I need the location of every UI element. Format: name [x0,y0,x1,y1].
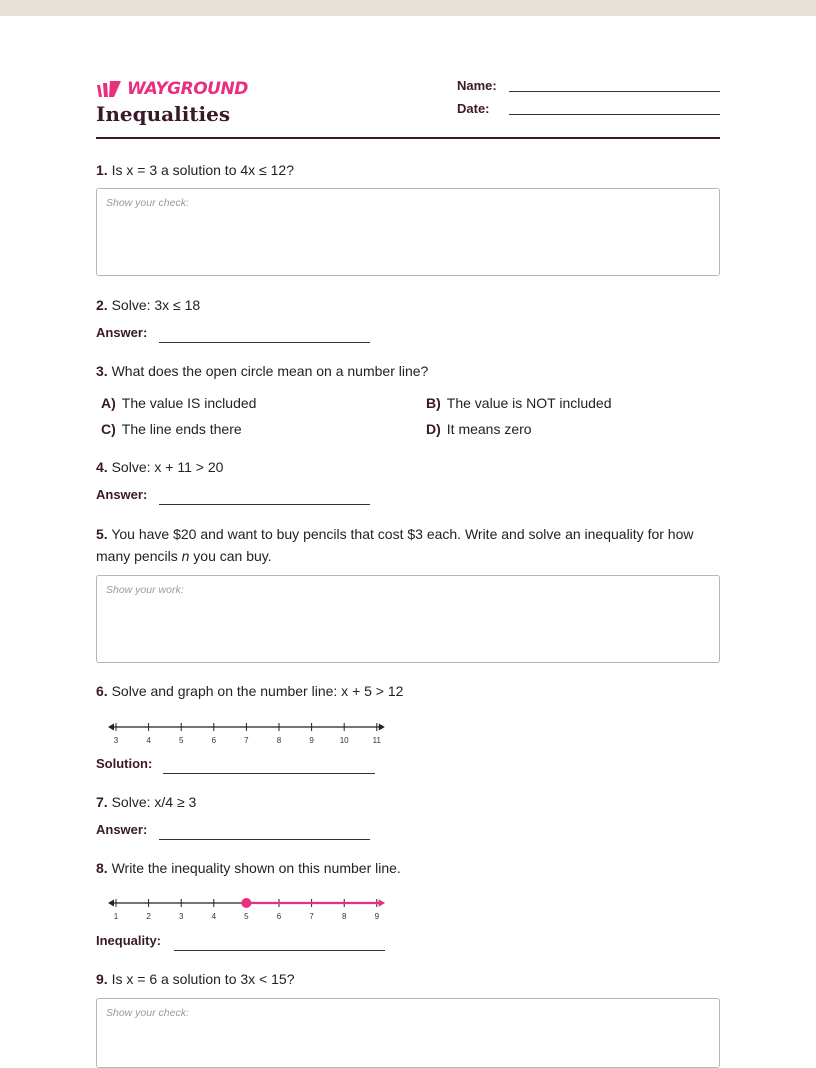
question-text: Is x = 3 a solution to 4x ≤ 12? [111,162,294,178]
inequality-field[interactable] [174,950,385,951]
option-letter: D) [426,421,441,437]
answer-label: Answer: [96,487,148,502]
option-text: The value IS included [121,395,257,411]
question-number: 3. [96,363,108,379]
question-text: Solve: 3x ≤ 18 [111,297,201,313]
answer-field[interactable] [159,342,370,343]
tick-label: 4 [211,912,217,921]
tick-label: 9 [374,912,380,921]
question-8 [96,857,401,879]
question-7 [96,791,196,813]
date-field[interactable] [509,114,720,115]
option-letter: A) [101,395,116,411]
tick-label: 5 [244,912,249,921]
option-text: The value is NOT included [446,395,612,411]
tick-label: 10 [339,736,349,745]
name-label: Name: [457,78,497,93]
question-text: Is x = 6 a solution to 3x < 15? [111,971,295,987]
question-2 [96,294,200,316]
brand-name: WAYGROUND [127,79,248,99]
tick-label: 9 [309,736,314,745]
top-bar [0,0,816,16]
question-6 [96,680,403,702]
variable-n: n [181,548,190,564]
box-placeholder: Show your work: [106,584,184,596]
question-number: 8. [96,860,108,876]
work-box[interactable] [96,998,720,1068]
question-number: 7. [96,794,108,810]
question-3 [96,360,428,382]
answer-field[interactable] [159,839,370,840]
brand-logo [96,78,248,100]
question-5 [96,523,726,567]
left-arrow-icon [108,900,114,907]
number-line [106,894,390,924]
tick-label: 3 [178,912,184,921]
left-arrow-icon [108,724,114,731]
question-number: 5. [96,526,108,542]
option-letter: B) [426,395,441,411]
wayground-logo-icon [96,80,122,98]
tick-label: 1 [113,912,119,921]
tick-label: 8 [341,912,347,921]
option-text: It means zero [446,421,532,437]
tick-label: 7 [244,736,249,745]
box-placeholder: Show your check: [106,1007,189,1019]
option-a[interactable] [101,395,256,411]
answer-label: Answer: [96,822,148,837]
inequality-label: Inequality: [96,933,162,948]
question-number: 6. [96,683,108,699]
question-number: 1. [96,162,108,178]
question-text: Solve: x/4 ≥ 3 [111,794,197,810]
name-field[interactable] [509,91,720,92]
tick-label: 7 [309,912,314,921]
question-9 [96,968,294,990]
question-number: 9. [96,971,108,987]
question-text: Solve and graph on the number line: x + 5 > 12 [111,683,404,699]
solution-label: Solution: [96,756,153,771]
number-line[interactable] [106,718,390,748]
right-arrow-icon [379,724,385,731]
question-text-cont: many pencils [96,548,182,564]
date-label: Date: [457,101,490,116]
answer-field[interactable] [159,504,370,505]
answer-label: Answer: [96,325,148,340]
tick-label: 6 [276,912,282,921]
question-text: What does the open circle mean on a number line? [111,363,429,379]
header-divider [96,137,720,139]
question-text: Solve: x + 11 > 20 [111,459,224,475]
question-number: 4. [96,459,108,475]
shaded-arrow-icon [379,900,385,907]
question-1 [96,159,294,181]
option-b[interactable] [426,395,612,411]
tick-label: 4 [146,736,151,745]
tick-label: 8 [276,736,282,745]
work-box[interactable] [96,575,720,663]
tick-label: 6 [211,736,217,745]
question-number: 2. [96,297,108,313]
tick-label: 3 [113,736,119,745]
question-text-end: you can buy. [189,548,272,564]
tick-label: 5 [178,736,184,745]
question-text: You have $20 and want to buy pencils that cost $3 each. Write and solve an inequality for how [111,526,694,542]
option-text: The line ends there [121,421,242,437]
closed-point [241,898,251,908]
box-placeholder: Show your check: [106,197,189,209]
page-title: Inequalities [96,102,231,126]
solution-field[interactable] [163,773,375,774]
tick-label: 2 [146,912,151,921]
option-c[interactable] [101,421,242,437]
question-4 [96,456,223,478]
question-text: Write the inequality shown on this number line. [111,860,401,876]
tick-label: 11 [372,736,381,745]
option-letter: C) [101,421,116,437]
option-d[interactable] [426,421,532,437]
work-box[interactable] [96,188,720,276]
